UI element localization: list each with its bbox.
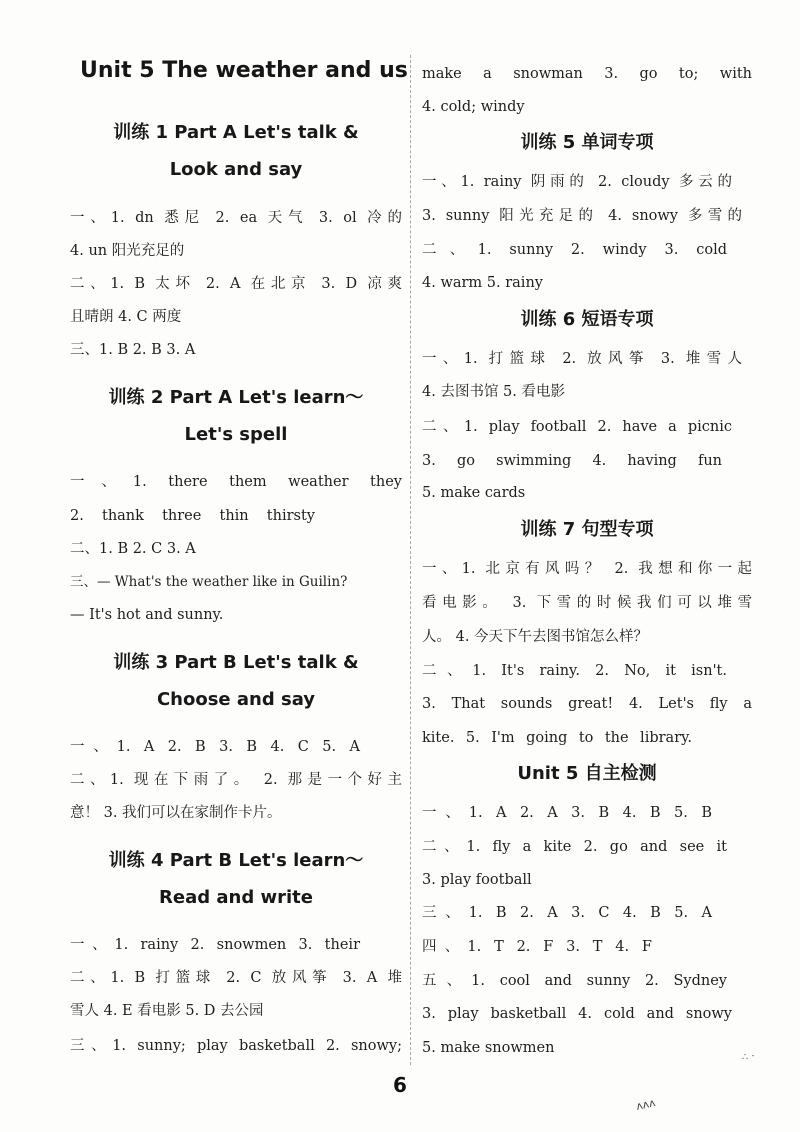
answer-line: 3. sunny 阳光充足的 4. snowy 多雪的 (422, 208, 742, 224)
answer-line: 一、1. rainy 2. snowmen 3. their (70, 937, 360, 953)
answer-line: kite. 5. I'm going to the library. (422, 730, 692, 746)
answer-line: 二、1. sunny 2. windy 3. cold (422, 242, 727, 258)
answer-line: 3. go swimming 4. having fun (422, 453, 722, 469)
answer-line: 3. play basketball 4. cold and snowy (422, 1006, 732, 1022)
answer-line: 一、1. 打篮球 2. 放风筝 3. 堆雪人 (422, 351, 742, 367)
answer-line: 3. play football (422, 872, 532, 888)
answer-line: 一、1. A 2. A 3. B 4. B 5. B (422, 805, 712, 821)
section-title-unit-test: Unit 5 自主检测 (517, 763, 657, 784)
answer-line: 一、1. there them weather they (70, 474, 402, 490)
section-title-training-6: 训练 6 短语专项 (520, 309, 654, 330)
answer-line: 一、1. dn 悉尼 2. ea 天气 3. ol 冷的 (70, 210, 402, 226)
answer-line: 3. That sounds great! 4. Let's fly a (422, 696, 752, 712)
section-title-training-7: 训练 7 句型专项 (520, 519, 654, 540)
unit-title: Unit 5 The weather and us (80, 58, 408, 83)
answer-line: 5. make cards (422, 485, 526, 501)
answer-line: — It's hot and sunny. (70, 607, 224, 623)
answer-line: 三、1. B 2. B 3. A (70, 342, 196, 358)
answer-line: 看电影。 3. 下雪的时候我们可以堆雪 (422, 595, 752, 611)
answer-line: 三、— What's the weather like in Guilin? (70, 574, 348, 590)
answer-line: 雪人 4. E 看电影 5. D 去公园 (70, 1003, 264, 1019)
answer-line: 一、1. A 2. B 3. B 4. C 5. A (70, 739, 360, 755)
answer-line: 二、1. B 太坏 2. A 在北京 3. D 凉爽 (70, 276, 402, 292)
section-subtitle-training-3: Choose and say (156, 689, 316, 710)
answer-line: 二、1. play football 2. have a picnic (422, 419, 732, 435)
section-subtitle-training-2: Let's spell (184, 424, 288, 445)
section-title-training-4: 训练 4 Part B Let's learn～ (108, 850, 364, 871)
answer-line: 二、1. B 打篮球 2. C 放风筝 3. A 堆 (70, 970, 402, 986)
answer-line: 4. 去图书馆 5. 看电影 (422, 384, 565, 400)
answer-line: 二、1. B 2. C 3. A (70, 541, 196, 557)
scan-smudge: ∴ ˑ (742, 1052, 755, 1063)
section-title-training-1: 训练 1 Part A Let's talk & (113, 122, 359, 143)
answer-line: 二、1. fly a kite 2. go and see it (422, 839, 727, 855)
section-title-training-5: 训练 5 单词专项 (520, 132, 654, 153)
answer-line: 五、1. cool and sunny 2. Sydney (422, 973, 727, 989)
answer-line: 5. make snowmen (422, 1040, 555, 1056)
answer-line: 二、1. 现在下雨了。 2. 那是一个好主 (70, 772, 402, 788)
answer-line: 三、1. B 2. A 3. C 4. B 5. A (422, 905, 712, 921)
answer-line: 人。 4. 今天下午去图书馆怎么样？ (422, 629, 649, 645)
answer-line: 一、1. rainy 阴雨的 2. cloudy 多云的 (422, 174, 732, 190)
answer-line: 二、1. It's rainy. 2. No, it isn't. (422, 663, 727, 679)
answer-line: 2. thank three thin thirsty (70, 508, 315, 524)
answer-line: 4. un 阳光充足的 (70, 243, 185, 259)
section-subtitle-training-4: Read and write (159, 887, 313, 908)
answer-line: 且晴朗 4. C 两度 (70, 309, 182, 325)
section-title-training-2: 训练 2 Part A Let's learn～ (108, 387, 364, 408)
column-divider (410, 55, 411, 1065)
answer-line: make a snowman 3. go to; with (422, 66, 752, 82)
answer-line: 4. warm 5. rainy (422, 275, 543, 291)
answer-line: 三、1. sunny; play basketball 2. snowy; (70, 1038, 402, 1054)
section-title-training-3: 训练 3 Part B Let's talk & (113, 652, 359, 673)
answer-line: 一、1. 北京有风吗？ 2. 我想和你一起 (422, 561, 752, 577)
page-number: 6 (393, 1073, 407, 1097)
section-subtitle-training-1: Look and say (169, 159, 303, 180)
scan-mark: ʌʌʌ (634, 1096, 657, 1113)
answer-line: 意！ 3. 我们可以在家制作卡片。 (70, 805, 282, 821)
answer-line: 4. cold; windy (422, 99, 525, 115)
answer-line: 四、1. T 2. F 3. T 4. F (422, 939, 652, 955)
